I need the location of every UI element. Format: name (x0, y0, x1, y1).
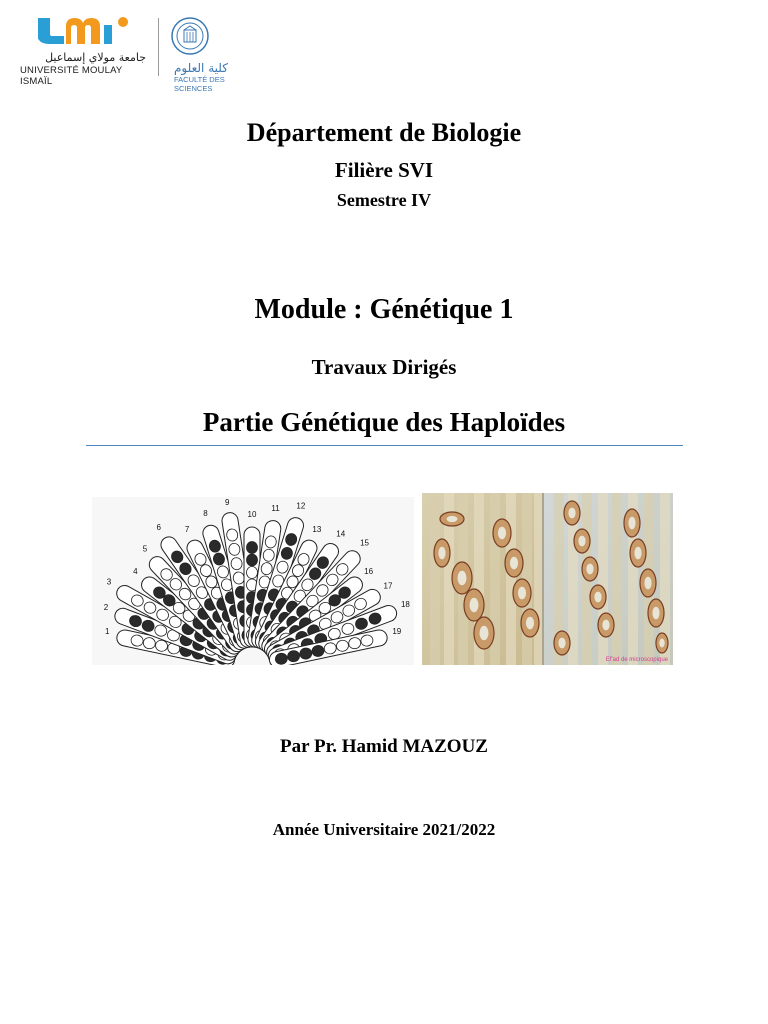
filiere-label: Filière SVI (334, 158, 434, 182)
spore-nucleus (498, 527, 506, 540)
spore-nucleus (458, 571, 467, 585)
spore-nucleus (644, 577, 651, 590)
spore-nucleus (480, 626, 489, 640)
paraphysis-strand (430, 493, 440, 665)
ascus-number-label: 6 (156, 523, 161, 533)
module-title: Module : Génétique 1 (254, 294, 514, 325)
ascus-number-label: 18 (400, 600, 410, 610)
umi-logo-mark (20, 14, 150, 48)
department-title: Département de Biologie (246, 118, 522, 147)
ascus-number-label: 13 (312, 524, 322, 534)
spore-nucleus (447, 516, 458, 522)
spore-nucleus (526, 617, 534, 630)
ascus-number-label: 7 (184, 524, 190, 534)
ascus-number-label: 12 (296, 501, 306, 511)
spore-nucleus (518, 587, 526, 600)
spore-nucleus (558, 638, 565, 649)
ascus-number-label: 9 (225, 498, 230, 507)
ascus-number-label: 17 (383, 581, 393, 591)
fs-logo (168, 16, 258, 93)
spore-nucleus (659, 639, 664, 648)
spore-nucleus (586, 564, 593, 575)
spore-nucleus (438, 547, 445, 560)
paraphysis-strand (612, 493, 622, 665)
ascus-number-label: 14 (336, 529, 346, 539)
document-type: Travaux Dirigés (311, 355, 457, 379)
ascus-number-label: 5 (142, 544, 148, 554)
paraphysis-strand (506, 493, 516, 665)
spore-nucleus (602, 620, 609, 631)
spore-nucleus (470, 598, 479, 612)
paraphysis-strand (598, 493, 608, 665)
micrograph-caption: Ef'ad de microscopique (605, 657, 668, 663)
fs-arabic-name: كلية العلوم (174, 61, 228, 75)
fs-latin-name: FACULTÉ DES SCIENCES (174, 75, 225, 93)
ascus-number-label: 1 (105, 627, 110, 637)
asci-drawing-figure (92, 497, 414, 665)
partie-title: Partie Génétique des Haploïdes (202, 407, 566, 437)
spore-nucleus (634, 547, 641, 560)
logo-divider (158, 18, 159, 76)
ascus-number-label: 8 (203, 509, 208, 519)
ascus-number-label: 3 (106, 577, 112, 587)
title-underline (86, 445, 683, 446)
academic-year: Année Universitaire 2021/2022 (272, 820, 496, 839)
umi-logo (20, 14, 150, 87)
spore-nucleus (568, 508, 575, 519)
ascus-number-label: 10 (247, 510, 257, 519)
ascus-number-label: 15 (360, 538, 369, 548)
spore-nucleus (628, 517, 635, 530)
ascus-number-label: 2 (103, 602, 109, 612)
asci-drawing (92, 497, 414, 665)
spore-nucleus (594, 592, 601, 603)
semestre-label: Semestre IV (336, 190, 432, 210)
asci-micrograph-figure (422, 493, 673, 665)
asci-micrograph (422, 493, 673, 665)
spore-nucleus (578, 536, 585, 547)
paraphysis-strand (534, 493, 544, 665)
umi-latin-name: UNIVERSITÉ MOULAY ISMAÏL (20, 65, 123, 87)
umi-arabic-name: جامعة مولاي إسماعيل (45, 51, 146, 64)
ascus-number-label: 11 (271, 503, 280, 513)
fs-seal-icon (170, 16, 214, 56)
ascus-number-label: 16 (364, 566, 374, 576)
author-line: Par Pr. Hamid MAZOUZ (280, 736, 488, 757)
ascus-number-label: 4 (133, 566, 138, 576)
ascus-number-label: 19 (392, 627, 402, 637)
spore-nucleus (652, 607, 659, 620)
spore-nucleus (510, 557, 518, 570)
